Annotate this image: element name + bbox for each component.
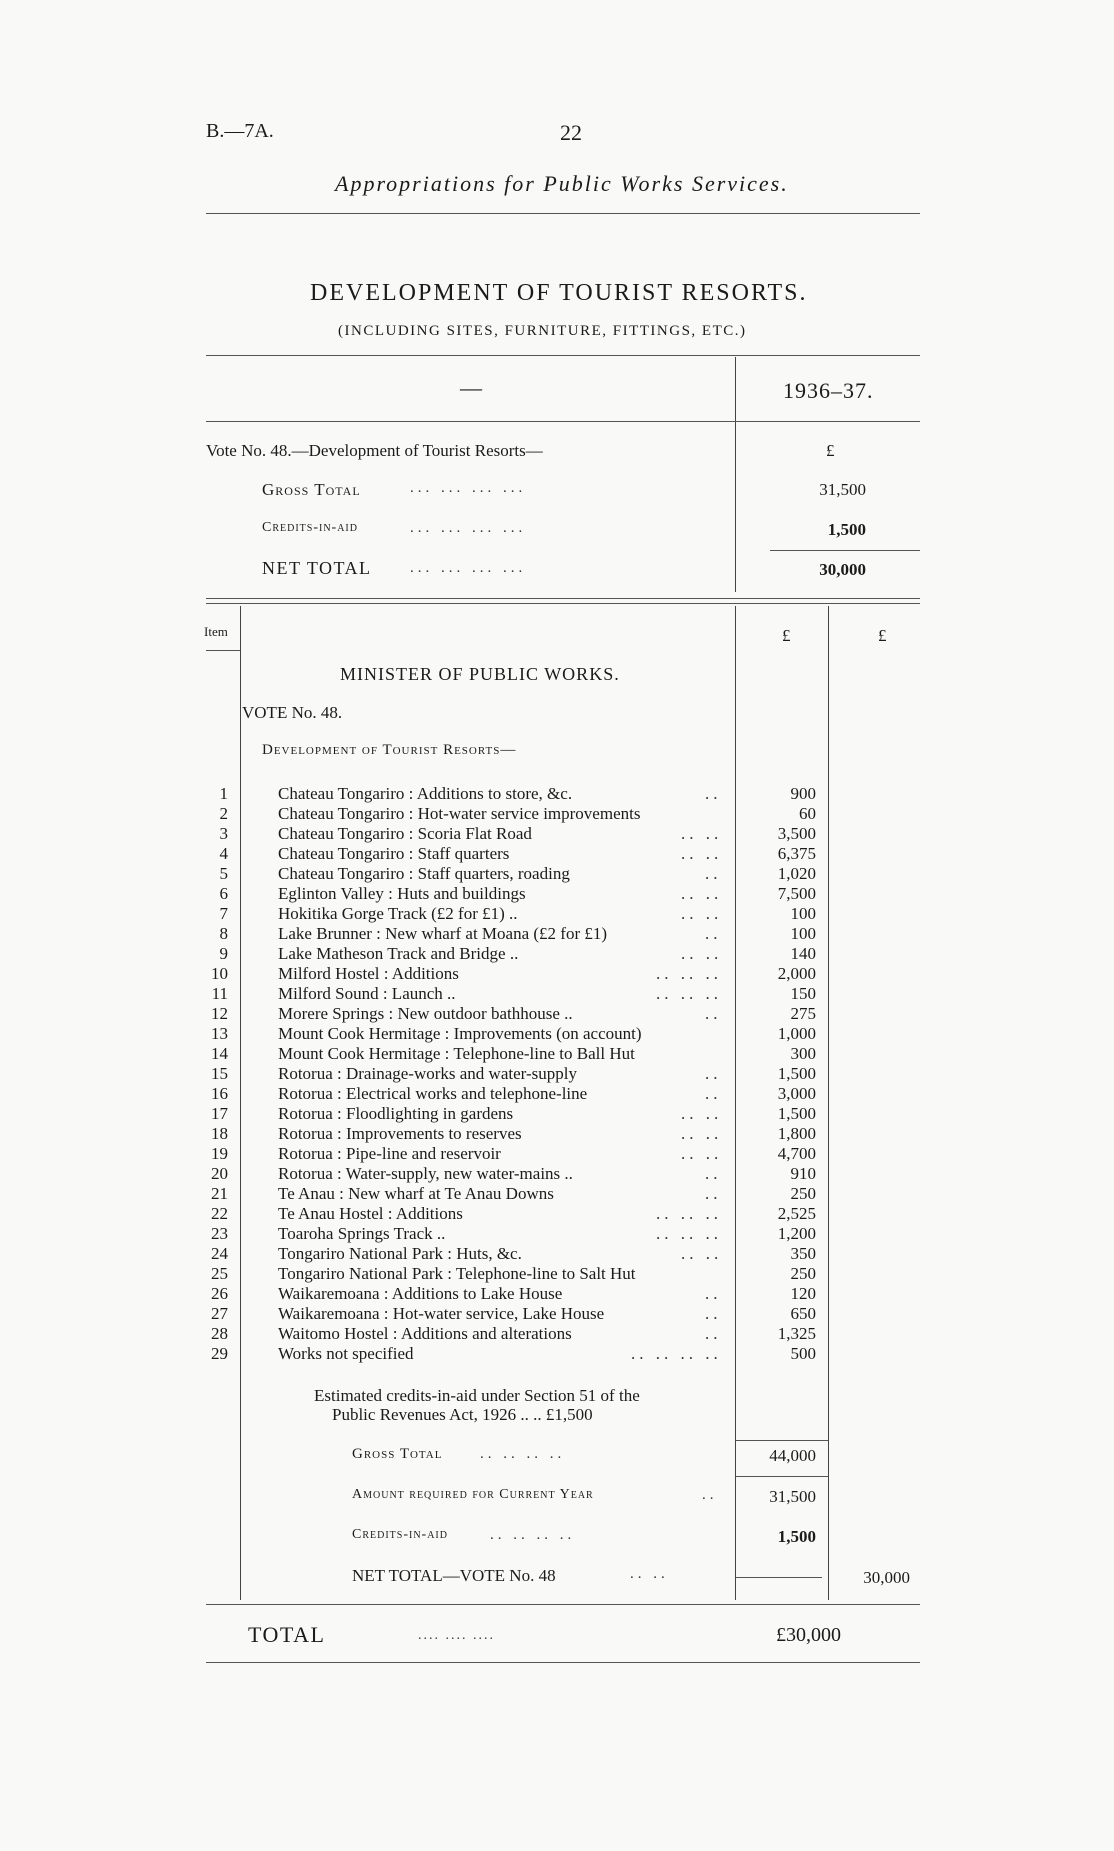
- section-subheading: (INCLUDING SITES, FURNITURE, FITTINGS, ETC.): [338, 323, 747, 339]
- item-amount: 3,000: [777, 1084, 816, 1103]
- document-reference: B.—7A.: [206, 120, 274, 142]
- detail-credits-value: 1,500: [777, 1527, 816, 1546]
- summary-net-value: 30,000: [819, 560, 866, 579]
- item-number: 24: [211, 1244, 228, 1263]
- detail-currency-2: £: [878, 626, 887, 645]
- item-amount: 3,500: [777, 824, 816, 843]
- summary-gross-label: Gross Total: [262, 480, 361, 499]
- item-number: 12: [211, 1004, 228, 1023]
- item-amount: 910: [790, 1164, 816, 1183]
- item-number: 22: [211, 1204, 228, 1223]
- item-number: 28: [211, 1324, 228, 1343]
- summary-vote-line: Vote No. 48.—Development of Tourist Resorts—: [206, 441, 543, 460]
- detail-gross-label: Gross Total: [352, 1446, 443, 1462]
- credits-note-line-2: Public Revenues Act, 1926 .. .. £1,500: [332, 1405, 593, 1424]
- item-number: 1: [219, 784, 228, 803]
- item-number: 16: [211, 1084, 228, 1103]
- summary-currency: £: [826, 441, 835, 460]
- item-amount: 7,500: [777, 884, 816, 903]
- item-leader: ..: [705, 1284, 722, 1303]
- detail-gross-leader: .. .. .. ..: [480, 1446, 566, 1462]
- table-row: [0, 884, 1114, 904]
- section-title: DEVELOPMENT OF TOURIST RESORTS.: [310, 280, 808, 306]
- item-amount: 1,500: [777, 1064, 816, 1083]
- detail-credits-leader: .. .. .. ..: [490, 1527, 576, 1543]
- item-amount: 250: [790, 1264, 816, 1283]
- table-row: [0, 924, 1114, 944]
- item-leader: ..: [705, 1064, 722, 1083]
- item-description: Tongariro National Park : Telephone-line to Salt Hut: [278, 1264, 636, 1283]
- item-amount: 1,000: [777, 1024, 816, 1043]
- gross-top-rule: [736, 1440, 828, 1441]
- item-amount: 650: [790, 1304, 816, 1323]
- item-number: 18: [211, 1124, 228, 1143]
- table-row: [0, 1264, 1114, 1284]
- detail-net-label: NET TOTAL—VOTE No. 48: [352, 1566, 556, 1585]
- item-amount: 140: [790, 944, 816, 963]
- table-row: [0, 1344, 1114, 1364]
- item-leader: ..: [705, 1324, 722, 1343]
- item-description: Mount Cook Hermitage : Telephone-line to Ball Hut: [278, 1044, 635, 1063]
- item-description: Mount Cook Hermitage : Improvements (on account): [278, 1024, 642, 1043]
- header-rule: [206, 213, 920, 214]
- table-row: [0, 1204, 1114, 1224]
- item-description: Waikaremoana : Hot-water service, Lake House: [278, 1304, 605, 1323]
- gross-bottom-rule: [736, 1476, 828, 1477]
- item-leader: ..: [705, 864, 722, 883]
- table-row: [0, 964, 1114, 984]
- item-amount: 300: [790, 1044, 816, 1063]
- table-row: [0, 944, 1114, 964]
- summary-net-label: NET TOTAL: [262, 558, 372, 578]
- summary-year-header: 1936–37.: [783, 378, 874, 403]
- item-amount: 1,500: [777, 1104, 816, 1123]
- item-description: Rotorua : Improvements to reserves: [278, 1124, 522, 1143]
- summary-dash-header: —: [460, 375, 482, 400]
- item-number: 11: [211, 984, 228, 1003]
- item-description: Tongariro National Park : Huts, &c.: [278, 1244, 522, 1263]
- page-subtitle: Appropriations for Public Works Services.: [335, 171, 789, 196]
- item-number: 3: [219, 824, 228, 843]
- item-amount: 250: [790, 1184, 816, 1203]
- item-leader: ..: [705, 784, 722, 803]
- net-placeholder-rule: [736, 1577, 822, 1578]
- table-row: [0, 1124, 1114, 1144]
- item-description: Te Anau Hostel : Additions: [278, 1204, 463, 1223]
- summary-credits-value: 1,500: [827, 520, 866, 539]
- summary-bottom-rule-2: [206, 603, 920, 604]
- summary-column-divider: [735, 357, 736, 592]
- item-leader: .. ..: [681, 1124, 723, 1143]
- table-row: [0, 1144, 1114, 1164]
- item-description: Chateau Tongariro : Scoria Flat Road: [278, 824, 532, 843]
- item-amount: 100: [790, 924, 816, 943]
- table-row: [0, 1244, 1114, 1264]
- item-leader: .. ..: [681, 884, 723, 903]
- table-row: [0, 1084, 1114, 1104]
- item-leader: ..: [705, 1004, 722, 1023]
- summary-bottom-rule: [206, 598, 920, 599]
- summary-gross-value: 31,500: [819, 480, 866, 499]
- item-leader: .. .. ..: [656, 1224, 722, 1243]
- table-row: [0, 1044, 1114, 1064]
- item-number: 15: [211, 1064, 228, 1083]
- item-amount: 60: [799, 804, 816, 823]
- item-description: Rotorua : Floodlighting in gardens: [278, 1104, 514, 1123]
- item-description: Chateau Tongariro : Hot-water service improvements: [278, 804, 641, 823]
- table-row: [0, 844, 1114, 864]
- table-row: [0, 1224, 1114, 1244]
- item-description: Lake Brunner : New wharf at Moana (£2 for £1): [278, 924, 608, 943]
- item-number: 4: [219, 844, 228, 863]
- item-number: 25: [211, 1264, 228, 1283]
- item-amount: 275: [790, 1004, 816, 1023]
- total-label: TOTAL: [248, 1622, 326, 1647]
- table-row: [0, 1164, 1114, 1184]
- item-amount: 900: [790, 784, 816, 803]
- table-row: [0, 864, 1114, 884]
- minister-heading: MINISTER OF PUBLIC WORKS.: [340, 664, 620, 684]
- item-description: Rotorua : Pipe-line and reservoir: [278, 1144, 501, 1163]
- item-amount: 150: [790, 984, 816, 1003]
- item-leader: ..: [705, 1164, 722, 1183]
- item-number: 19: [211, 1144, 228, 1163]
- summary-credits-rule: [770, 550, 920, 551]
- detail-gross-value: 44,000: [769, 1446, 816, 1465]
- item-amount: 6,375: [777, 844, 816, 863]
- table-row: [0, 904, 1114, 924]
- summary-gross-leader: ... ... ... ...: [410, 480, 527, 496]
- item-number: 5: [219, 864, 228, 883]
- table-row: [0, 1284, 1114, 1304]
- item-amount: 1,800: [777, 1124, 816, 1143]
- item-number: 7: [219, 904, 228, 923]
- item-amount: 2,525: [777, 1204, 816, 1223]
- item-amount: 120: [790, 1284, 816, 1303]
- item-amount: 500: [790, 1344, 816, 1363]
- item-description: Waikaremoana : Additions to Lake House: [278, 1284, 563, 1303]
- item-number: 29: [211, 1344, 228, 1363]
- detail-required-leader: ..: [702, 1487, 718, 1503]
- item-amount: 1,325: [777, 1324, 816, 1343]
- item-number: 9: [219, 944, 228, 963]
- section-heading: Development of Tourist Resorts—: [262, 742, 517, 758]
- item-amount: 2,000: [777, 964, 816, 983]
- item-leader: .. .. ..: [656, 1204, 722, 1223]
- table-row: [0, 804, 1114, 824]
- item-description: Works not specified: [278, 1344, 414, 1363]
- summary-credits-leader: ... ... ... ...: [410, 520, 527, 536]
- item-leader: ..: [705, 1084, 722, 1103]
- table-row: [0, 784, 1114, 804]
- table-row: [0, 1004, 1114, 1024]
- table-row: [0, 984, 1114, 1004]
- vote-heading: VOTE No. 48.: [242, 703, 343, 722]
- item-header-rule: [206, 650, 240, 651]
- item-description: Morere Springs : New outdoor bathhouse ..: [278, 1004, 573, 1023]
- item-description: Eglinton Valley : Huts and buildings: [278, 884, 526, 903]
- item-description: Lake Matheson Track and Bridge ..: [278, 944, 519, 963]
- total-leader: .... .... ....: [418, 1628, 495, 1643]
- item-leader: ..: [705, 924, 722, 943]
- item-leader: .. .. ..: [656, 964, 722, 983]
- table-row: [0, 824, 1114, 844]
- item-number: 20: [211, 1164, 228, 1183]
- item-number: 26: [211, 1284, 228, 1303]
- total-value: £30,000: [776, 1624, 841, 1646]
- item-number: 14: [211, 1044, 228, 1063]
- item-leader: .. ..: [681, 844, 723, 863]
- item-description: Rotorua : Electrical works and telephone-line: [278, 1084, 588, 1103]
- item-number: 21: [211, 1184, 228, 1203]
- item-amount: 1,200: [777, 1224, 816, 1243]
- table-row: [0, 1324, 1114, 1344]
- summary-credits-label: Credits-in-aid: [262, 520, 358, 535]
- item-description: Chateau Tongariro : Staff quarters: [278, 844, 510, 863]
- item-number: 27: [211, 1304, 228, 1323]
- item-leader: .. ..: [681, 1104, 723, 1123]
- detail-required-label: Amount required for Current Year: [352, 1487, 594, 1502]
- credits-note-line-1: Estimated credits-in-aid under Section 51 of the: [314, 1386, 640, 1405]
- table-row: [0, 1304, 1114, 1324]
- item-description: Chateau Tongariro : Additions to store, &c.: [278, 784, 573, 803]
- table-row: [0, 1104, 1114, 1124]
- item-number: 10: [211, 964, 228, 983]
- detail-required-value: 31,500: [769, 1487, 816, 1506]
- item-leader: .. ..: [681, 944, 723, 963]
- total-bottom-rule: [206, 1662, 920, 1663]
- item-leader: .. ..: [681, 904, 723, 923]
- item-description: Te Anau : New wharf at Te Anau Downs: [278, 1184, 554, 1203]
- item-number: 8: [219, 924, 228, 943]
- item-number: 2: [219, 804, 228, 823]
- item-leader: .. .. .. ..: [631, 1344, 722, 1363]
- detail-net-value: 30,000: [863, 1568, 910, 1587]
- title-rule: [206, 355, 920, 356]
- table-row: [0, 1024, 1114, 1044]
- item-number: 23: [211, 1224, 228, 1243]
- item-leader: .. ..: [681, 1144, 723, 1163]
- summary-net-leader: ... ... ... ...: [410, 560, 527, 576]
- item-description: Chateau Tongariro : Staff quarters, roading: [278, 864, 570, 883]
- item-amount: 1,020: [777, 864, 816, 883]
- item-description: Rotorua : Drainage-works and water-supply: [278, 1064, 577, 1083]
- item-description: Waitomo Hostel : Additions and alterations: [278, 1324, 572, 1343]
- item-leader: ..: [705, 1184, 722, 1203]
- detail-bottom-rule: [206, 1604, 920, 1605]
- item-description: Hokitika Gorge Track (£2 for £1) ..: [278, 904, 518, 923]
- item-description: Toaroha Springs Track ..: [278, 1224, 446, 1243]
- detail-net-leader: .. ..: [630, 1566, 669, 1582]
- item-description: Rotorua : Water-supply, new water-mains ..: [278, 1164, 573, 1183]
- item-amount: 4,700: [777, 1144, 816, 1163]
- item-description: Milford Hostel : Additions: [278, 964, 459, 983]
- item-leader: .. ..: [681, 824, 723, 843]
- item-amount: 350: [790, 1244, 816, 1263]
- item-number: 17: [211, 1104, 228, 1123]
- item-leader: ..: [705, 1304, 722, 1323]
- item-number: 6: [219, 884, 228, 903]
- summary-header-rule: [206, 421, 920, 422]
- detail-credits-label: Credits-in-aid: [352, 1527, 448, 1542]
- table-row: [0, 1064, 1114, 1084]
- table-row: [0, 1184, 1114, 1204]
- item-leader: .. .. ..: [656, 984, 722, 1003]
- item-column-header: Item: [204, 624, 228, 639]
- item-number: 13: [211, 1024, 228, 1043]
- page-number: 22: [560, 120, 582, 145]
- item-leader: .. ..: [681, 1244, 723, 1263]
- detail-currency-1: £: [782, 626, 791, 645]
- item-description: Milford Sound : Launch ..: [278, 984, 456, 1003]
- item-amount: 100: [790, 904, 816, 923]
